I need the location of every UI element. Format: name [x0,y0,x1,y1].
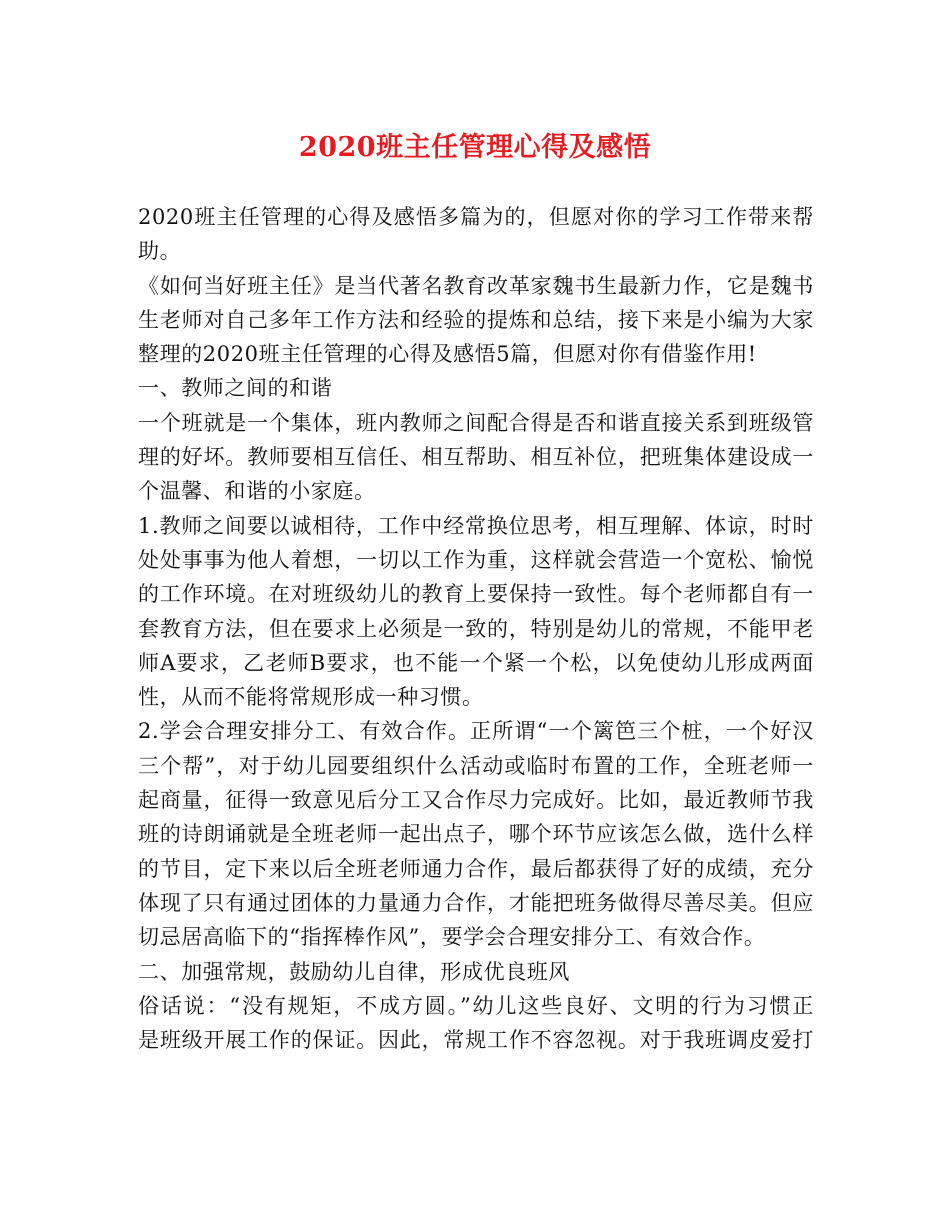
body-line: 一个班就是一个集体，班内教师之间配合得是否和谐直接关系到班级管 [138,410,814,435]
body-line: 起商量，征得一致意见后分工又合作尽力完成好。比如，最近教师节我 [138,788,814,813]
body-line: 套教育方法，但在要求上必须是一致的，特别是幼儿的常规，不能甲老 [138,616,814,641]
body-line: 三个帮”，对于幼儿园要组织什么活动或临时布置的工作，全班老师一 [138,753,814,778]
body-line: 1.教师之间要以诚相待，工作中经常换位思考，相互理解、体谅，时时 [138,513,814,538]
body-line: 体现了只有通过团体的力量通力合作，才能把班务做得尽善尽美。但应 [138,890,814,915]
body-line: 师A要求，乙老师B要求，也不能一个紧一个松，以免使幼儿形成两面 [138,650,814,675]
document-body [138,200,814,1057]
body-line: 个温馨、和谐的小家庭。 [138,479,376,504]
body-line: 切忌居高临下的“指挥棒作风”，要学会合理安排分工、有效合作。 [138,925,766,950]
body-line: 班的诗朗诵就是全班老师一起出点子，哪个环节应该怎么做，选什么样 [138,822,814,847]
body-line: 性，从而不能将常规形成一种习惯。 [138,685,484,710]
document-title: 2020班主任管理心得及感悟 [298,132,652,163]
body-line: 助。 [138,239,182,264]
body-line: 俗话说：“没有规矩，不成方圆。”幼儿这些良好、文明的行为习惯正 [138,993,814,1018]
body-line: 《如何当好班主任》是当代著名教育改革家魏书生最新力作，它是魏书 [138,273,814,298]
body-line: 处处事事为他人着想，一切以工作为重，这样就会营造一个宽松、愉悦 [138,547,814,572]
body-line: 理的好坏。教师要相互信任、相互帮助、相互补位，把班集体建设成一 [138,445,814,470]
section-heading: 一、教师之间的和谐 [138,376,333,401]
body-line: 的节目，定下来以后全班老师通力合作，最后都获得了好的成绩，充分 [138,856,814,881]
body-line: 整理的2020班主任管理的心得及感悟5篇，但愿对你有借鉴作用! [138,342,757,367]
body-line: 生老师对自己多年工作方法和经验的提炼和总结，接下来是小编为大家 [138,307,814,332]
body-line: 的工作环境。在对班级幼儿的教育上要保持一致性。每个老师都自有一 [138,582,814,607]
body-line: 是班级开展工作的保证。因此，常规工作不容忽视。对于我班调皮爱打 [138,1028,814,1053]
body-line: 2.学会合理安排分工、有效合作。正所谓“一个篱笆三个桩，一个好汉 [138,719,814,744]
body-line: 2020班主任管理的心得及感悟多篇为的，但愿对你的学习工作带来帮 [138,205,814,229]
section-heading: 二、加强常规，鼓励幼儿自律，形成优良班风 [138,959,570,984]
